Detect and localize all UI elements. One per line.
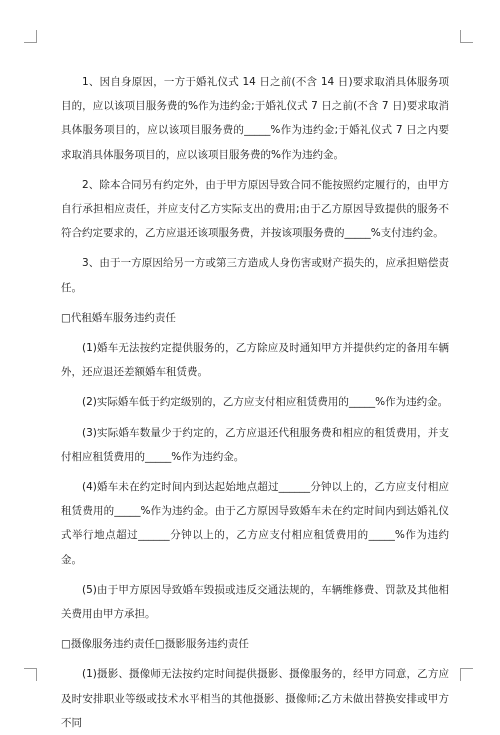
document-body	[61, 70, 449, 735]
clause-3: 3、由于一方原因给另一方或第三方造成人身伤害或财产损失的，应承担赔偿责任。	[61, 257, 449, 294]
corner-mark-bottom-right	[460, 668, 473, 681]
clause-2: 2、除本合同另有约定外，由于甲方原因导致合同不能按照约定履行的，由甲方自行承担相应责任，并应支付乙方实际支出的费用;由于乙方原因导致提供的服务不符合约定要求的，乙方应退还该项服务费，并按该项服务费的_____%支付违约金。	[61, 178, 449, 240]
section-heading-photo-video: □摄像服务违约责任□摄影服务违约责任	[61, 638, 249, 651]
clause-1: 1、因自身原因，一方于婚礼仪式 14 日之前(不含 14 日)要求取消具体服务项目的，应以该项目服务费的%作为违约金;于婚礼仪式 7 日之前(不含 7 日)要求取消具体服务项目的，应以该项目服务费的_____%作为违约金;于婚礼仪式 7 日之内要求取消具体服务项目的，应以该项目服务费的%作为违约金。	[61, 76, 449, 161]
section-heading-car-rental: □代租婚车服务违约责任	[61, 311, 176, 324]
corner-mark-top-right	[460, 30, 473, 43]
car-clause-2: (2)实际婚车低于约定级别的，乙方应支付相应租赁费用的_____%作为违约金。	[82, 396, 449, 409]
car-clause-1: (1)婚车无法按约定提供服务的，乙方除应及时通知甲方并提供约定的备用车辆外，还应退还差额婚车租赁费。	[61, 342, 449, 379]
car-clause-3: (3)实际婚车数量少于约定的，乙方应退还代租服务费和相应的租赁费用，并支付相应租赁费用的_____%作为违约金。	[61, 426, 449, 463]
corner-mark-bottom-left	[24, 668, 37, 681]
car-clause-5: (5)由于甲方原因导致婚车毁损或违反交通法规的，车辆维修费、罚款及其他相关费用由甲方承担。	[61, 583, 449, 621]
photo-clause-1: (1)摄影、摄像师无法按约定时间提供摄影、摄像服务的，经甲方同意，乙方应及时安排职业等级或技术水平相当的其他摄影、摄像师;乙方未做出替换安排或甲方不同	[61, 668, 449, 729]
car-clause-4: (4)婚车未在约定时间内到达起始地点超过______分钟以上的，乙方应支付相应租赁费用的_____%作为违约金。由于乙方原因导致婚车未在约定时间内到达婚礼仪式举行地点超过______分钟以上的，乙方应支付相应租赁费用的_____%作为违约金。	[61, 481, 449, 566]
corner-mark-top-left	[24, 30, 37, 43]
